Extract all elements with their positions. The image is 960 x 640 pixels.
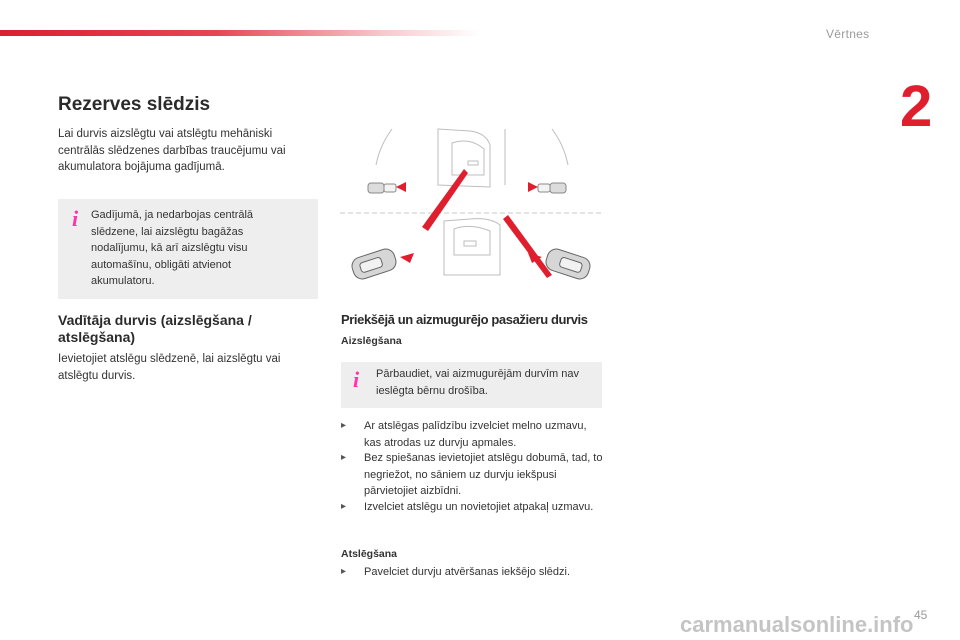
page-number: 45 xyxy=(914,608,928,622)
info-text: Gadījumā, ja nedarbojas centrālā slēdzene, lai aizslēgtu bagāžas nodalījumu, kā arī aizslēgtu visu automašīnu, obligāti atvienot akumulatoru. xyxy=(91,209,254,287)
intro-paragraph: Lai durvis aizslēgtu vai atslēgtu mehāniski centrālās slēdzenes darbības traucējumu vai akumulatora bojājuma gadījumā. xyxy=(58,128,286,173)
arrow-to-right-barrel xyxy=(528,182,538,192)
key-right xyxy=(544,247,593,282)
chapter-title: Vērtnes xyxy=(826,27,870,41)
header-accent-bar xyxy=(0,30,480,36)
pointer-lower xyxy=(503,215,552,278)
lock-step-2: ▸ Bez spiešanas ievietojiet atslēgu dobumā, tad, to negriežot, no sāniem uz durvju iekšpusi pārvietojiet aizbīdni. xyxy=(341,452,603,497)
lock-barrel-right xyxy=(538,183,566,193)
unlock-step-1: ▸ Pavelciet durvju atvēršanas iekšējo slēdzi. xyxy=(341,564,603,581)
info-box-battery xyxy=(58,199,318,299)
door-lock-illustration xyxy=(340,125,602,300)
bullet-icon: ▸ xyxy=(341,566,347,577)
driver-door-title: Vadītāja durvis (aizslēgšana / atslēgšana) xyxy=(58,312,252,345)
lock-step-3: ▸ Izvelciet atslēgu un novietojiet atpakaļ uzmavu. xyxy=(341,499,603,516)
chapter-number: 2 xyxy=(900,74,933,139)
watermark: carmanualsonline.info xyxy=(680,612,914,637)
arrow-key-left xyxy=(400,253,414,263)
info-icon: i xyxy=(72,206,79,231)
bullet-icon: ▸ xyxy=(341,501,347,512)
arrow-to-left-barrel xyxy=(396,182,406,192)
info-text: Pārbaudiet, vai aizmugurējām durvīm nav ieslēgta bērnu drošība. xyxy=(376,368,579,397)
section-title: Rezerves slēdzis xyxy=(58,94,211,115)
unlock-label: Atslēgšana xyxy=(341,548,398,560)
lock-barrel-left xyxy=(368,183,396,193)
lock-step-1: ▸ Ar atslēgas palīdzību izvelciet melno uzmavu, kas atrodas uz durvju apmales. xyxy=(341,420,587,449)
driver-door-text: Ievietojiet atslēgu slēdzenē, lai aizslēgtu vai atslēgtu durvis. xyxy=(58,353,281,382)
rear-doors-title: Priekšējā un aizmugurējo pasažieru durvis xyxy=(341,312,588,327)
bullet-icon: ▸ xyxy=(341,452,347,463)
key-left xyxy=(350,247,399,282)
lock-label: Aizslēgšana xyxy=(341,335,402,347)
bullet-icon: ▸ xyxy=(341,420,347,431)
pointer-upper xyxy=(422,169,468,231)
info-box-child-lock xyxy=(341,362,602,408)
info-icon: i xyxy=(353,367,360,392)
